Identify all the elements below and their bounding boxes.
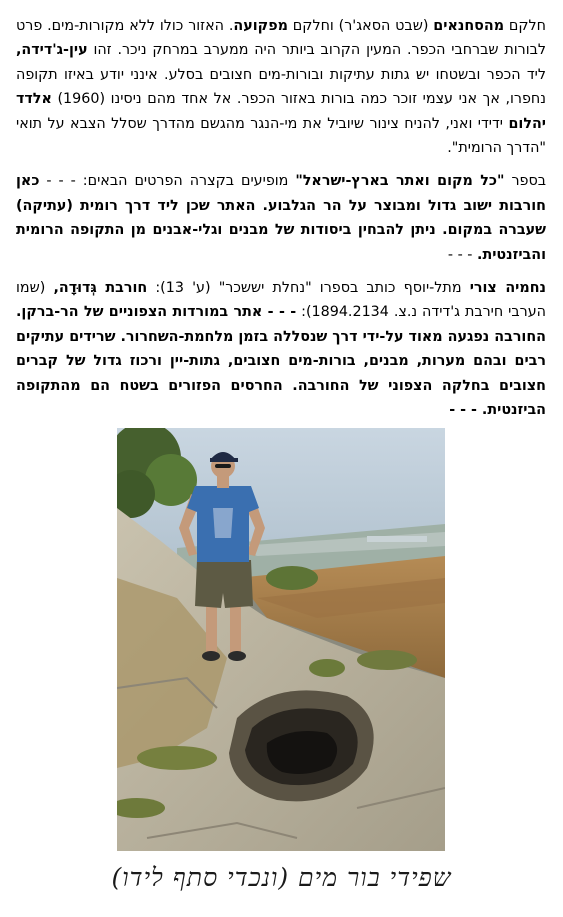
text-segment: ידידי ואני, להניח צינור שיוביל את מי-הנגר מהגשם מהדרך שסלל הצבא על תואי "הדרך הרומית". bbox=[16, 115, 546, 157]
paragraph-book-quote bbox=[16, 169, 546, 267]
text-segment: . האזור כולו ללא מקורות-מים. פרט לבורות שברחבי הכפר. המעין הקרוב ביותר היה ממערב במרחק ניכר. זהו bbox=[16, 18, 546, 59]
photo-caption: שפידי בור מים (ונכדי סתף לידו) bbox=[111, 863, 452, 892]
text-segment: חלקם bbox=[504, 18, 547, 34]
text-segment: ליד הכפר ובשטחו יש גתות עתיקות ובורות-מים חצובים בסלע. אינני יודע באיזו תקופה נחפרו, אך אני עצמי זוכר כמה בורות באזור הכפר. אל אחד מהם ניסינו (1960) bbox=[16, 66, 546, 108]
text-segment: (שמו הערבי חירבת ג'דידה נ.צ. 1894.2134): bbox=[16, 280, 546, 321]
photo-cistern bbox=[117, 428, 445, 851]
text-segment-bold: מהסחנאים bbox=[433, 18, 505, 34]
text-segment-bold: "כל מקום ואתר בארץ-ישראל" bbox=[295, 173, 505, 190]
photo-illustration bbox=[117, 428, 445, 851]
text-segment: - - - bbox=[447, 246, 478, 263]
document-text bbox=[16, 14, 546, 423]
text-segment: בספר bbox=[504, 173, 546, 190]
text-segment-bold: - - - אתר במורדות הצפוניים של הר-ברקן. החורבה נפגעה מאוד על-ידי דרך שנסללה בזמן מלחמת-השחרור. שרידים עתיקים רבים ובהם מערות, מבנים, בורות-מים חצובים, גתות-יין ורכוז גדול של קברים חצובים בחלקה הצפוני של החורבה. החרסים הפזורים בשטח הם מהתקופה הביזנטית. - - - bbox=[16, 304, 546, 419]
text-segment: מופיעים בקצרה הפרטים הבאים: - - - bbox=[39, 173, 296, 190]
paragraph-village-water bbox=[16, 14, 546, 160]
text-segment-bold: חורבת גְּדוּדָה, bbox=[53, 280, 148, 297]
text-segment-bold: אלדד יהלום bbox=[16, 91, 546, 132]
text-segment-bold: מפקועה bbox=[233, 18, 288, 34]
text-segment-bold: נחמיה צורי bbox=[469, 280, 546, 297]
text-segment-bold: כאן חורבות ישוב גדול ומבוצר על הר הגלבוע. האתר שכן ליד דרך רומית (עתיקה) שעברה במקום. ניתן להבחין ביסודות של מבנים וגלי-אבנים מן התקופה הרומית והביזנטית. bbox=[16, 173, 546, 263]
text-segment-bold: עין-ג'דידה, bbox=[16, 42, 88, 59]
paragraph-nehemia-zuri bbox=[16, 276, 546, 422]
text-segment: (שבט הסאג'ר) וחלקם bbox=[287, 18, 434, 34]
text-segment: מתל-יוסף כותב בספרו "נחלת יששכר" (ע' 13): bbox=[147, 280, 470, 297]
